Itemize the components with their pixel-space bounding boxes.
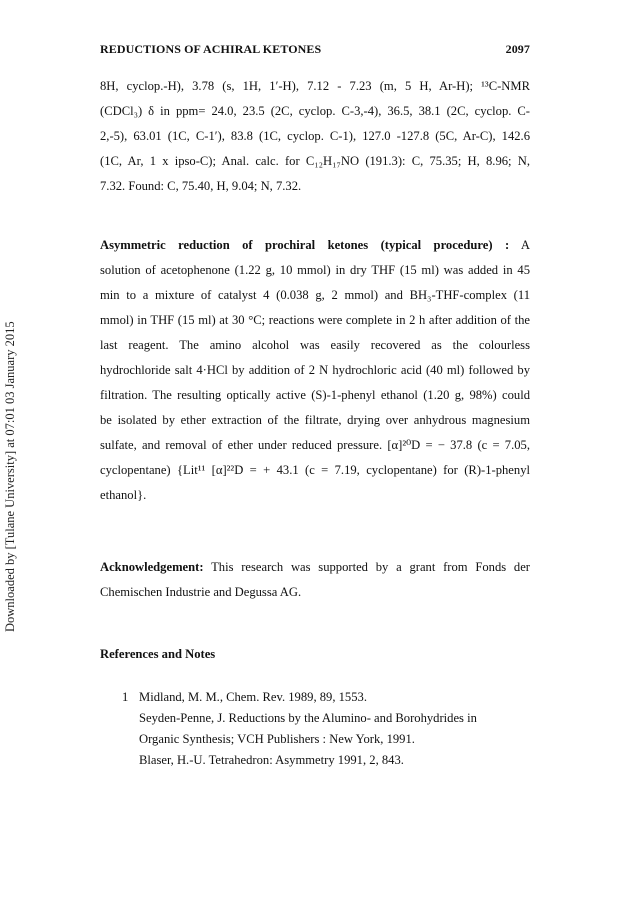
text-line: Acknowledgement: This research was supported by a grant from Fonds der: [100, 560, 530, 574]
reference-number: 1: [122, 690, 129, 704]
references-heading: References and Notes: [100, 647, 216, 661]
reference-line: Seyden-Penne, J. Reductions by the Alumino- and Borohydrides in: [139, 711, 477, 725]
running-title: REDUCTIONS OF ACHIRAL KETONES: [100, 42, 322, 56]
text-line: 2,-5), 63.01 (1C, C-1′), 83.8 (1C, cyclop. C-1), 127.0 -127.8 (5C, Ar-C), 142.6: [100, 129, 530, 143]
procedure-paragraph: [100, 233, 530, 508]
reference-line: Organic Synthesis; VCH Publishers : New York, 1991.: [139, 732, 415, 746]
acknowledgement-heading: Acknowledgement:: [100, 560, 204, 574]
text-line: hydrochloride salt 4·HCl by addition of 2 N hydrochloric acid (40 ml) followed by: [100, 363, 530, 377]
text-line: cyclopentane) {Lit¹¹ [α]²²D = + 43.1 (c = 7.19, cyclopentane) for (R)-1-phenyl: [100, 463, 530, 477]
download-watermark: Downloaded by [Tulane University] at 07:01 03 January 2015: [3, 321, 17, 632]
reference-line: Midland, M. M., Chem. Rev. 1989, 89, 1553.: [139, 690, 367, 704]
procedure-heading: Asymmetric reduction of prochiral ketones (typical procedure) :: [100, 238, 510, 252]
text-line: sulfate, and removal of ether under reduced pressure. [α]²⁰D = − 37.8 (c = 7.05,: [100, 438, 530, 452]
text-line: min to a mixture of catalyst 4 (0.038 g, 2 mmol) and BH₃-THF-complex (11: [100, 288, 530, 302]
characterization-paragraph: [100, 74, 530, 199]
text-line: ethanol}.: [100, 488, 147, 502]
text-line: 8H, cyclop.-H), 3.78 (s, 1H, 1′-H), 7.12 - 7.23 (m, 5 H, Ar-H); ¹³C-NMR: [100, 79, 530, 93]
text-line: mmol) in THF (15 ml) at 30 °C; reactions were complete in 2 h after addition of the: [100, 313, 530, 327]
text-line: (1C, Ar, 1 x ipso-C); Anal. calc. for C₁₂H₁₇NO (191.3): C, 75.35; H, 8.96; N,: [100, 154, 530, 168]
text-line: (CDCl₃) δ in ppm= 24.0, 23.5 (2C, cyclop. C-3,-4), 36.5, 38.1 (2C, cyclop. C-: [100, 104, 530, 118]
text-line: solution of acetophenone (1.22 g, 10 mmol) in dry THF (15 ml) was added in 45: [100, 263, 530, 277]
page-number: 2097: [505, 42, 530, 56]
text-line: last reagent. The amino alcohol was easily recovered as the colourless: [100, 338, 530, 352]
text-line: Chemischen Industrie and Degussa AG.: [100, 585, 302, 599]
reference-line: Blaser, H.-U. Tetrahedron: Asymmetry 1991, 2, 843.: [139, 753, 404, 767]
text-line: 7.32. Found: C, 75.40, H, 9.04; N, 7.32.: [100, 179, 302, 193]
acknowledgement-paragraph: [100, 555, 530, 605]
references-section: [100, 647, 530, 767]
reference-lines: [139, 687, 529, 771]
text-line: filtration. The resulting optically active (S)-1-phenyl ethanol (1.20 g, 98%) could: [100, 388, 530, 402]
text-line: Asymmetric reduction of prochiral ketones (typical procedure) : A: [100, 238, 530, 252]
text-line: be isolated by ether extraction of the filtrate, drying over anhydrous magnesium: [100, 413, 530, 427]
